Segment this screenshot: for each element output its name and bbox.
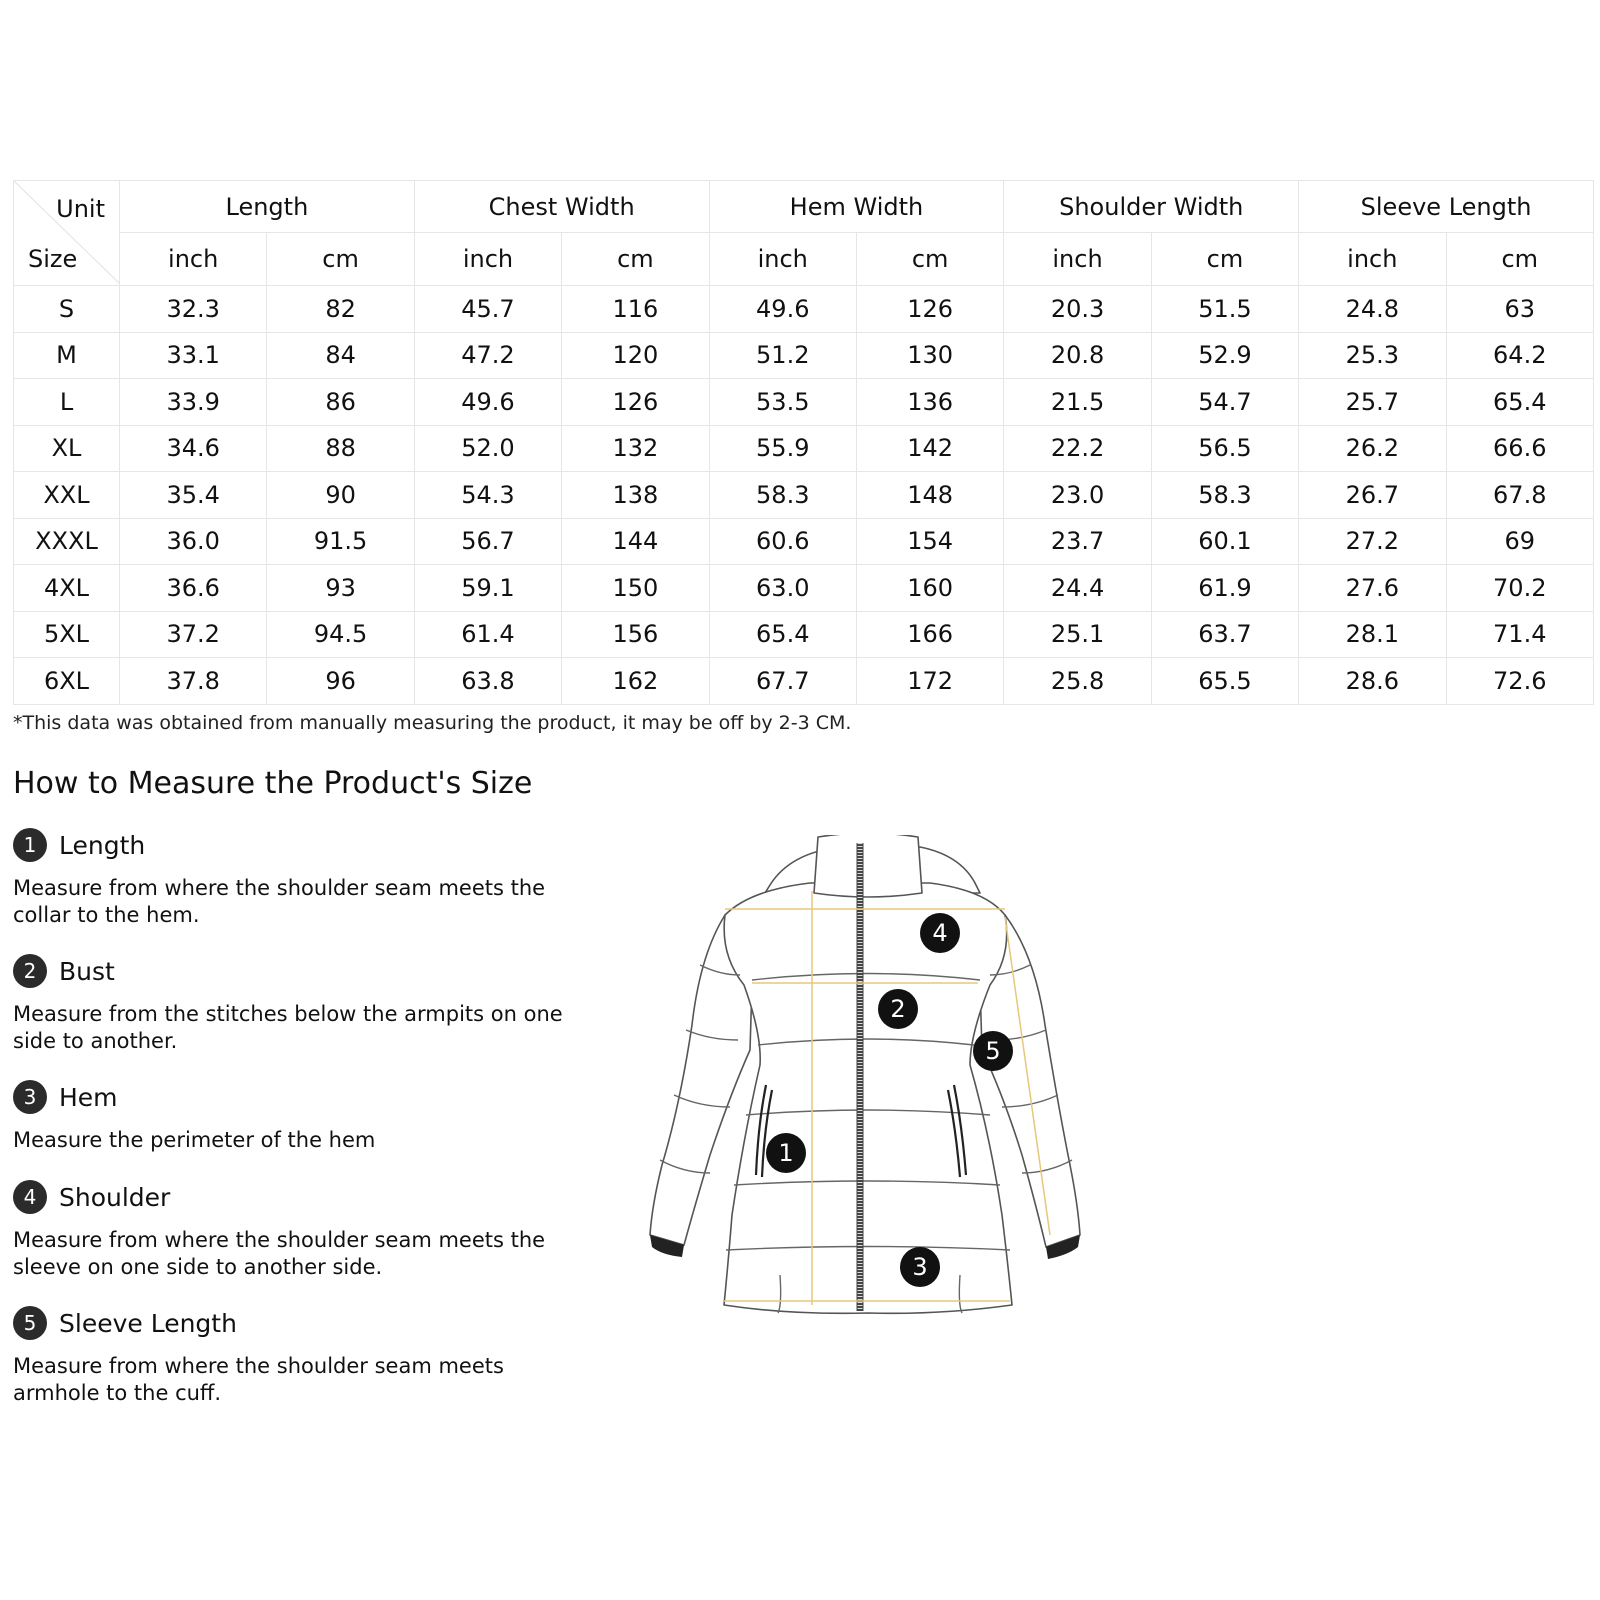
table-cell: 82 <box>267 286 414 333</box>
table-cell: 130 <box>856 332 1003 379</box>
step-hem <box>13 1079 573 1154</box>
table-row <box>14 379 1594 426</box>
table-cell: 51.2 <box>709 332 856 379</box>
table-cell: 54.3 <box>414 472 561 519</box>
size-label-cell: 5XL <box>14 611 120 658</box>
table-cell: 116 <box>562 286 709 333</box>
step-number-badge: 2 <box>13 954 47 988</box>
size-label-cell: M <box>14 332 120 379</box>
table-cell: 63.0 <box>709 565 856 612</box>
table-cell: 49.6 <box>414 379 561 426</box>
step-title: Bust <box>59 956 115 986</box>
table-cell: 142 <box>856 425 1003 472</box>
table-row <box>14 286 1594 333</box>
table-header-units <box>14 233 1594 286</box>
size-label-cell: XL <box>14 425 120 472</box>
table-cell: 56.7 <box>414 518 561 565</box>
table-cell: 64.2 <box>1446 332 1593 379</box>
table-cell: 138 <box>562 472 709 519</box>
unit-header-cm: cm <box>562 233 709 286</box>
table-cell: 60.1 <box>1151 518 1298 565</box>
table-cell: 144 <box>562 518 709 565</box>
table-cell: 55.9 <box>709 425 856 472</box>
svg-text:3: 3 <box>912 1253 928 1281</box>
table-cell: 45.7 <box>414 286 561 333</box>
table-cell: 172 <box>856 658 1003 705</box>
measurement-disclaimer: *This data was obtained from manually measuring the product, it may be off by 2-3 CM. <box>13 712 852 734</box>
step-length <box>13 827 573 929</box>
size-label-cell: 4XL <box>14 565 120 612</box>
table-cell: 120 <box>562 332 709 379</box>
table-cell: 28.1 <box>1299 611 1446 658</box>
table-cell: 66.6 <box>1446 425 1593 472</box>
table-cell: 36.0 <box>120 518 267 565</box>
unit-header-inch: inch <box>709 233 856 286</box>
table-cell: 61.9 <box>1151 565 1298 612</box>
table-cell: 35.4 <box>120 472 267 519</box>
corner-size-label: Size <box>28 245 78 273</box>
unit-header-cm: cm <box>856 233 1003 286</box>
table-cell: 34.6 <box>120 425 267 472</box>
table-cell: 20.8 <box>1004 332 1151 379</box>
corner-unit-label: Unit <box>56 195 105 223</box>
table-row <box>14 332 1594 379</box>
table-cell: 70.2 <box>1446 565 1593 612</box>
step-description: Measure from where the shoulder seam meets the collar to the hem. <box>13 876 546 927</box>
table-cell: 24.4 <box>1004 565 1151 612</box>
table-cell: 32.3 <box>120 286 267 333</box>
step-description: Measure from where the shoulder seam meets the sleeve on one side to another side. <box>13 1228 546 1279</box>
step-number-badge: 3 <box>13 1080 47 1114</box>
table-cell: 53.5 <box>709 379 856 426</box>
table-cell: 148 <box>856 472 1003 519</box>
unit-header-inch: inch <box>1299 233 1446 286</box>
step-title: Sleeve Length <box>59 1308 237 1338</box>
unit-header-inch: inch <box>414 233 561 286</box>
table-cell: 26.2 <box>1299 425 1446 472</box>
step-title: Length <box>59 830 146 860</box>
marker-3 <box>900 1247 940 1287</box>
marker-1 <box>766 1133 806 1173</box>
table-cell: 65.4 <box>709 611 856 658</box>
unit-header-inch: inch <box>1004 233 1151 286</box>
table-cell: 84 <box>267 332 414 379</box>
table-cell: 33.1 <box>120 332 267 379</box>
marker-4 <box>920 913 960 953</box>
table-cell: 47.2 <box>414 332 561 379</box>
table-cell: 90 <box>267 472 414 519</box>
step-shoulder <box>13 1179 573 1281</box>
table-row <box>14 658 1594 705</box>
table-cell: 65.4 <box>1446 379 1593 426</box>
table-cell: 162 <box>562 658 709 705</box>
table-cell: 132 <box>562 425 709 472</box>
size-label-cell: 6XL <box>14 658 120 705</box>
unit-header-cm: cm <box>1151 233 1298 286</box>
column-group-chest-width: Chest Width <box>414 181 709 233</box>
table-cell: 58.3 <box>1151 472 1298 519</box>
table-row <box>14 611 1594 658</box>
table-row <box>14 472 1594 519</box>
table-cell: 93 <box>267 565 414 612</box>
table-cell: 28.6 <box>1299 658 1446 705</box>
table-cell: 63 <box>1446 286 1593 333</box>
marker-5 <box>973 1031 1013 1071</box>
table-cell: 27.2 <box>1299 518 1446 565</box>
table-cell: 60.6 <box>709 518 856 565</box>
table-cell: 126 <box>856 286 1003 333</box>
table-corner-cell <box>14 181 120 286</box>
svg-text:5: 5 <box>985 1037 1001 1065</box>
table-cell: 49.6 <box>709 286 856 333</box>
table-cell: 36.6 <box>120 565 267 612</box>
table-cell: 20.3 <box>1004 286 1151 333</box>
table-cell: 25.3 <box>1299 332 1446 379</box>
table-cell: 25.1 <box>1004 611 1151 658</box>
marker-2 <box>878 989 918 1029</box>
size-label-cell: XXL <box>14 472 120 519</box>
table-cell: 24.8 <box>1299 286 1446 333</box>
table-cell: 52.0 <box>414 425 561 472</box>
table-cell: 67.8 <box>1446 472 1593 519</box>
svg-text:1: 1 <box>778 1139 794 1167</box>
column-group-shoulder-width: Shoulder Width <box>1004 181 1299 233</box>
table-cell: 166 <box>856 611 1003 658</box>
step-description: Measure from where the shoulder seam meets armhole to the cuff. <box>13 1354 504 1405</box>
table-cell: 136 <box>856 379 1003 426</box>
table-row <box>14 425 1594 472</box>
table-cell: 156 <box>562 611 709 658</box>
column-group-length: Length <box>120 181 415 233</box>
step-title: Shoulder <box>59 1182 171 1212</box>
step-number-badge: 5 <box>13 1306 47 1340</box>
jacket-outline <box>650 835 1080 1313</box>
size-label-cell: S <box>14 286 120 333</box>
table-cell: 23.7 <box>1004 518 1151 565</box>
table-cell: 26.7 <box>1299 472 1446 519</box>
table-cell: 59.1 <box>414 565 561 612</box>
jacket-measurement-diagram <box>640 835 1100 1355</box>
table-cell: 56.5 <box>1151 425 1298 472</box>
table-cell: 86 <box>267 379 414 426</box>
svg-text:2: 2 <box>890 995 906 1023</box>
table-cell: 160 <box>856 565 1003 612</box>
table-cell: 96 <box>267 658 414 705</box>
table-cell: 65.5 <box>1151 658 1298 705</box>
table-cell: 126 <box>562 379 709 426</box>
unit-header-cm: cm <box>1446 233 1593 286</box>
svg-text:4: 4 <box>932 919 948 947</box>
step-bust <box>13 953 573 1055</box>
table-cell: 23.0 <box>1004 472 1151 519</box>
unit-header-inch: inch <box>120 233 267 286</box>
table-cell: 25.8 <box>1004 658 1151 705</box>
table-cell: 72.6 <box>1446 658 1593 705</box>
table-cell: 63.8 <box>414 658 561 705</box>
size-table-body <box>14 286 1594 705</box>
table-cell: 27.6 <box>1299 565 1446 612</box>
table-cell: 58.3 <box>709 472 856 519</box>
table-cell: 54.7 <box>1151 379 1298 426</box>
guide-title: How to Measure the Product's Size <box>13 766 533 801</box>
table-cell: 33.9 <box>120 379 267 426</box>
step-description: Measure the perimeter of the hem <box>13 1128 376 1152</box>
step-number-badge: 4 <box>13 1180 47 1214</box>
table-cell: 51.5 <box>1151 286 1298 333</box>
table-cell: 150 <box>562 565 709 612</box>
table-cell: 71.4 <box>1446 611 1593 658</box>
size-chart-table <box>13 180 1594 705</box>
table-cell: 52.9 <box>1151 332 1298 379</box>
column-group-hem-width: Hem Width <box>709 181 1004 233</box>
step-number-badge: 1 <box>13 828 47 862</box>
table-cell: 91.5 <box>267 518 414 565</box>
table-header-groups <box>14 181 1594 233</box>
step-sleeve-length <box>13 1305 573 1407</box>
size-label-cell: XXXL <box>14 518 120 565</box>
size-label-cell: L <box>14 379 120 426</box>
table-cell: 25.7 <box>1299 379 1446 426</box>
table-cell: 21.5 <box>1004 379 1151 426</box>
table-cell: 37.8 <box>120 658 267 705</box>
table-cell: 69 <box>1446 518 1593 565</box>
table-row <box>14 565 1594 612</box>
table-cell: 154 <box>856 518 1003 565</box>
table-cell: 22.2 <box>1004 425 1151 472</box>
table-cell: 61.4 <box>414 611 561 658</box>
column-group-sleeve-length: Sleeve Length <box>1299 181 1594 233</box>
step-description: Measure from the stitches below the armpits on one side to another. <box>13 1002 563 1053</box>
table-cell: 63.7 <box>1151 611 1298 658</box>
table-cell: 88 <box>267 425 414 472</box>
table-row <box>14 518 1594 565</box>
table-cell: 37.2 <box>120 611 267 658</box>
step-title: Hem <box>59 1082 118 1112</box>
table-cell: 94.5 <box>267 611 414 658</box>
unit-header-cm: cm <box>267 233 414 286</box>
table-cell: 67.7 <box>709 658 856 705</box>
